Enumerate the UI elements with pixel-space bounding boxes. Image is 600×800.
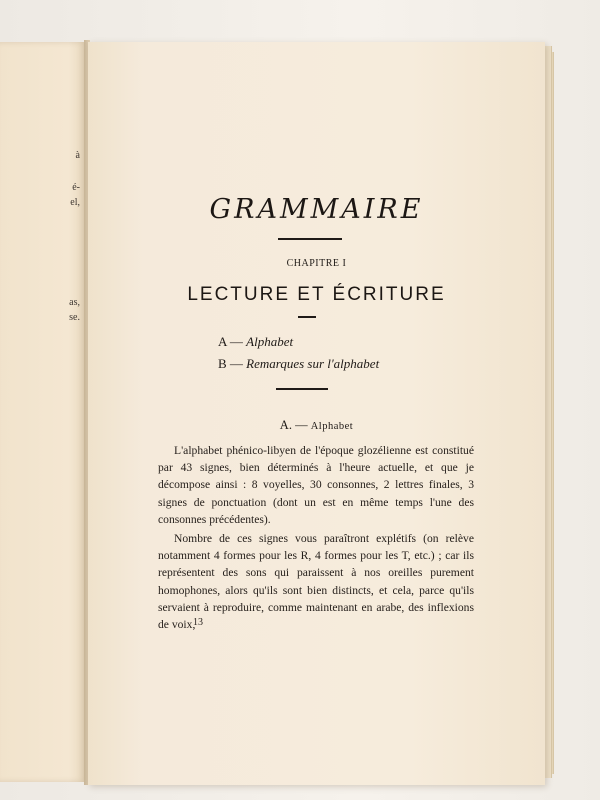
- heading-ornament: [298, 316, 316, 318]
- chapter-heading: LECTURE ET ÉCRITURE: [187, 284, 446, 305]
- left-facing-page: [0, 42, 86, 782]
- paragraph: L'alphabet phénico-libyen de l'époque glozélienne est constitué par 43 signes, bien déterminés à l'heure actuelle, et que je décompose ainsi : 8 voyelles, 30 consonnes, 2 lettres finales, 3 signes de ponctuation (dont un est en même temps l'une des consonnes précédentes).: [158, 444, 474, 526]
- paragraph: Nombre de ces signes vous paraîtront explétifs (on relève notamment 4 formes pour les R, 4 formes pour les T, etc.) ; car ils représentent des sons qui paraissent à nos oreilles purement homophones, alors qu'ils sont bien distincts, et cela, parce qu'ils servaient à reproduire, comme maintenant en arabe, des inflexions de voix,: [158, 532, 474, 632]
- section-heading: [88, 418, 545, 433]
- left-page-fragment: é-: [72, 182, 80, 193]
- left-page-fragment: as,: [69, 297, 80, 308]
- left-page-fragment: el,: [70, 197, 80, 208]
- section-rule: [276, 388, 328, 390]
- section-title: Alphabet: [310, 421, 354, 432]
- toc-prefix: A —: [218, 334, 243, 349]
- title-rule: [278, 238, 342, 240]
- toc-label: Alphabet: [246, 334, 294, 349]
- toc-item: [218, 356, 379, 372]
- toc-item: [218, 334, 293, 350]
- section-prefix: A. —: [279, 418, 308, 432]
- body-text: [158, 442, 474, 633]
- chapter-label: CHAPITRE I: [286, 258, 347, 269]
- book-page: [88, 42, 545, 785]
- page-title: GRAMMAIRE: [209, 194, 424, 225]
- page-number: 13: [193, 617, 203, 628]
- toc-label: Remarques sur l'alphabet: [246, 356, 380, 371]
- toc-prefix: B —: [218, 356, 243, 371]
- left-page-fragment: à: [75, 150, 80, 161]
- left-page-fragment: se.: [69, 312, 80, 323]
